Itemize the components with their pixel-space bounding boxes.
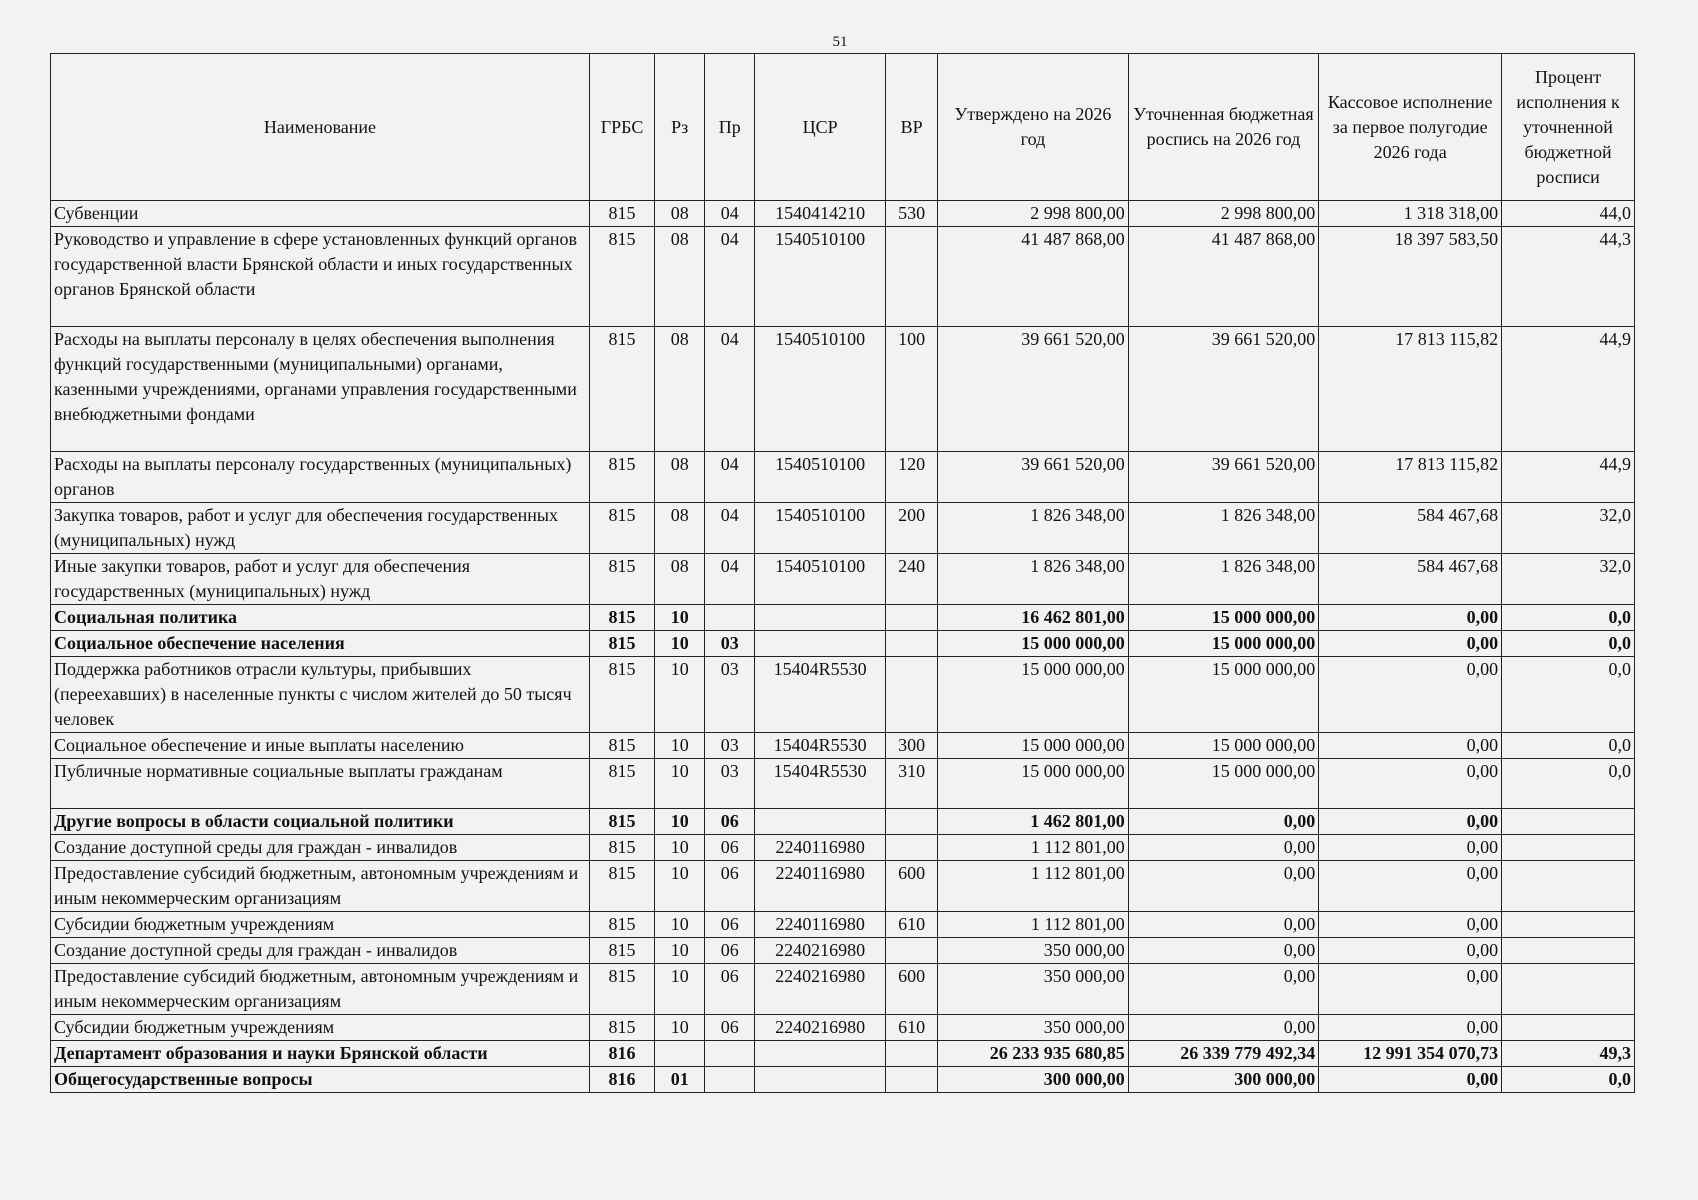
table-row xyxy=(51,327,1635,452)
cell-grbs: 815 xyxy=(589,227,654,327)
cell-vr xyxy=(885,1067,937,1093)
table-row xyxy=(51,631,1635,657)
header-grbs: ГРБС xyxy=(589,54,654,201)
table-row xyxy=(51,503,1635,554)
cell-pr: 03 xyxy=(705,759,755,809)
cell-cash: 584 467,68 xyxy=(1319,554,1502,605)
cell-refined: 0,00 xyxy=(1128,809,1319,835)
table-row xyxy=(51,861,1635,912)
cell-cash: 17 813 115,82 xyxy=(1319,327,1502,452)
cell-grbs: 815 xyxy=(589,605,654,631)
cell-csr: 1540510100 xyxy=(755,327,886,452)
cell-cash: 0,00 xyxy=(1319,631,1502,657)
cell-grbs: 815 xyxy=(589,201,654,227)
cell-csr: 1540510100 xyxy=(755,452,886,503)
cell-pr xyxy=(705,1067,755,1093)
cell-vr: 530 xyxy=(885,201,937,227)
cell-rz: 10 xyxy=(655,759,705,809)
cell-name: Закупка товаров, работ и услуг для обеспечения государственных (муниципальных) нужд xyxy=(51,503,590,554)
cell-approved: 1 112 801,00 xyxy=(938,912,1129,938)
cell-percent: 44,9 xyxy=(1502,452,1635,503)
cell-rz: 08 xyxy=(655,554,705,605)
cell-approved: 1 462 801,00 xyxy=(938,809,1129,835)
cell-refined: 0,00 xyxy=(1128,964,1319,1015)
cell-grbs: 815 xyxy=(589,861,654,912)
cell-refined: 1 826 348,00 xyxy=(1128,503,1319,554)
table-row xyxy=(51,733,1635,759)
cell-grbs: 815 xyxy=(589,452,654,503)
cell-percent: 0,0 xyxy=(1502,733,1635,759)
cell-percent: 0,0 xyxy=(1502,759,1635,809)
header-vr: ВР xyxy=(885,54,937,201)
cell-percent: 0,0 xyxy=(1502,605,1635,631)
header-refined: Уточненная бюджетная роспись на 2026 год xyxy=(1128,54,1319,201)
table-row xyxy=(51,1015,1635,1041)
cell-csr: 1540510100 xyxy=(755,554,886,605)
cell-csr xyxy=(755,1041,886,1067)
cell-csr: 2240216980 xyxy=(755,1015,886,1041)
table-row xyxy=(51,452,1635,503)
cell-name: Другие вопросы в области социальной политики xyxy=(51,809,590,835)
cell-name: Субсидии бюджетным учреждениям xyxy=(51,1015,590,1041)
cell-name: Субсидии бюджетным учреждениям xyxy=(51,912,590,938)
table-row xyxy=(51,759,1635,809)
cell-vr: 600 xyxy=(885,964,937,1015)
cell-grbs: 815 xyxy=(589,1015,654,1041)
cell-approved: 26 233 935 680,85 xyxy=(938,1041,1129,1067)
header-rz: Рз xyxy=(655,54,705,201)
cell-vr: 100 xyxy=(885,327,937,452)
cell-cash: 0,00 xyxy=(1319,1015,1502,1041)
cell-vr: 610 xyxy=(885,912,937,938)
header-name: Наименование xyxy=(51,54,590,201)
cell-pr xyxy=(705,605,755,631)
cell-pr: 06 xyxy=(705,964,755,1015)
cell-pr: 04 xyxy=(705,327,755,452)
cell-percent: 0,0 xyxy=(1502,657,1635,733)
cell-cash: 17 813 115,82 xyxy=(1319,452,1502,503)
cell-rz: 08 xyxy=(655,227,705,327)
table-row xyxy=(51,912,1635,938)
cell-refined: 0,00 xyxy=(1128,912,1319,938)
cell-grbs: 816 xyxy=(589,1067,654,1093)
cell-grbs: 815 xyxy=(589,554,654,605)
cell-name: Создание доступной среды для граждан - инвалидов xyxy=(51,835,590,861)
cell-csr: 1540414210 xyxy=(755,201,886,227)
cell-refined: 39 661 520,00 xyxy=(1128,327,1319,452)
cell-grbs: 816 xyxy=(589,1041,654,1067)
cell-approved: 300 000,00 xyxy=(938,1067,1129,1093)
table-row xyxy=(51,605,1635,631)
cell-grbs: 815 xyxy=(589,503,654,554)
cell-approved: 350 000,00 xyxy=(938,1015,1129,1041)
cell-csr: 15404R5530 xyxy=(755,733,886,759)
cell-csr xyxy=(755,631,886,657)
cell-name: Социальное обеспечение населения xyxy=(51,631,590,657)
cell-grbs: 815 xyxy=(589,964,654,1015)
cell-rz: 01 xyxy=(655,1067,705,1093)
cell-refined: 26 339 779 492,34 xyxy=(1128,1041,1319,1067)
cell-pr: 06 xyxy=(705,861,755,912)
cell-grbs: 815 xyxy=(589,327,654,452)
cell-refined: 0,00 xyxy=(1128,861,1319,912)
cell-vr: 310 xyxy=(885,759,937,809)
cell-refined: 300 000,00 xyxy=(1128,1067,1319,1093)
cell-percent: 0,0 xyxy=(1502,631,1635,657)
table-row xyxy=(51,809,1635,835)
cell-grbs: 815 xyxy=(589,912,654,938)
cell-csr xyxy=(755,809,886,835)
cell-grbs: 815 xyxy=(589,733,654,759)
table-row xyxy=(51,1041,1635,1067)
cell-cash: 0,00 xyxy=(1319,835,1502,861)
cell-vr xyxy=(885,657,937,733)
cell-percent: 49,3 xyxy=(1502,1041,1635,1067)
cell-vr: 240 xyxy=(885,554,937,605)
cell-csr: 2240116980 xyxy=(755,835,886,861)
header-percent: Процент исполнения к уточненной бюджетной росписи xyxy=(1502,54,1635,201)
cell-cash: 0,00 xyxy=(1319,605,1502,631)
cell-percent xyxy=(1502,1015,1635,1041)
cell-percent: 0,0 xyxy=(1502,1067,1635,1093)
cell-rz: 10 xyxy=(655,938,705,964)
cell-csr: 2240216980 xyxy=(755,938,886,964)
cell-approved: 39 661 520,00 xyxy=(938,327,1129,452)
cell-name: Поддержка работников отрасли культуры, прибывших (переехавших) в населенные пункты с числом жителей до 50 тысяч человек xyxy=(51,657,590,733)
cell-csr xyxy=(755,1067,886,1093)
cell-pr: 06 xyxy=(705,938,755,964)
table-row xyxy=(51,657,1635,733)
cell-percent: 44,3 xyxy=(1502,227,1635,327)
cell-rz: 10 xyxy=(655,835,705,861)
cell-name: Иные закупки товаров, работ и услуг для обеспечения государственных (муниципальных) нужд xyxy=(51,554,590,605)
cell-rz: 10 xyxy=(655,733,705,759)
cell-cash: 0,00 xyxy=(1319,861,1502,912)
cell-vr: 600 xyxy=(885,861,937,912)
cell-percent xyxy=(1502,835,1635,861)
cell-name: Социальная политика xyxy=(51,605,590,631)
cell-cash: 0,00 xyxy=(1319,809,1502,835)
cell-csr: 2240116980 xyxy=(755,912,886,938)
cell-cash: 0,00 xyxy=(1319,912,1502,938)
table-row xyxy=(51,938,1635,964)
cell-csr: 1540510100 xyxy=(755,503,886,554)
cell-refined: 15 000 000,00 xyxy=(1128,605,1319,631)
cell-refined: 0,00 xyxy=(1128,1015,1319,1041)
cell-vr xyxy=(885,809,937,835)
cell-refined: 2 998 800,00 xyxy=(1128,201,1319,227)
cell-percent xyxy=(1502,964,1635,1015)
cell-pr: 04 xyxy=(705,227,755,327)
table-row xyxy=(51,835,1635,861)
cell-refined: 41 487 868,00 xyxy=(1128,227,1319,327)
cell-percent xyxy=(1502,912,1635,938)
cell-pr: 06 xyxy=(705,809,755,835)
cell-grbs: 815 xyxy=(589,809,654,835)
cell-rz: 08 xyxy=(655,503,705,554)
cell-rz: 08 xyxy=(655,201,705,227)
cell-grbs: 815 xyxy=(589,938,654,964)
cell-percent: 44,9 xyxy=(1502,327,1635,452)
cell-grbs: 815 xyxy=(589,835,654,861)
cell-pr: 04 xyxy=(705,554,755,605)
cell-refined: 0,00 xyxy=(1128,835,1319,861)
table-row xyxy=(51,201,1635,227)
cell-csr xyxy=(755,605,886,631)
cell-percent xyxy=(1502,861,1635,912)
cell-vr: 200 xyxy=(885,503,937,554)
cell-name: Субвенции xyxy=(51,201,590,227)
cell-refined: 15 000 000,00 xyxy=(1128,733,1319,759)
cell-refined: 15 000 000,00 xyxy=(1128,631,1319,657)
cell-cash: 584 467,68 xyxy=(1319,503,1502,554)
cell-cash: 0,00 xyxy=(1319,759,1502,809)
page-number: 51 xyxy=(832,34,848,50)
cell-rz: 10 xyxy=(655,861,705,912)
cell-cash: 0,00 xyxy=(1319,1067,1502,1093)
cell-approved: 1 112 801,00 xyxy=(938,835,1129,861)
cell-rz: 10 xyxy=(655,631,705,657)
cell-rz: 10 xyxy=(655,1015,705,1041)
cell-percent xyxy=(1502,809,1635,835)
cell-vr xyxy=(885,835,937,861)
cell-pr: 06 xyxy=(705,1015,755,1041)
cell-approved: 1 826 348,00 xyxy=(938,503,1129,554)
cell-cash: 18 397 583,50 xyxy=(1319,227,1502,327)
cell-vr: 610 xyxy=(885,1015,937,1041)
cell-cash: 12 991 354 070,73 xyxy=(1319,1041,1502,1067)
cell-name: Руководство и управление в сфере установленных функций органов государственной власти Брянской области и иных государственных органов Брянской области xyxy=(51,227,590,327)
cell-approved: 39 661 520,00 xyxy=(938,452,1129,503)
cell-approved: 2 998 800,00 xyxy=(938,201,1129,227)
cell-rz: 10 xyxy=(655,912,705,938)
cell-grbs: 815 xyxy=(589,759,654,809)
cell-approved: 15 000 000,00 xyxy=(938,759,1129,809)
header-csr: ЦСР xyxy=(755,54,886,201)
table-row xyxy=(51,1067,1635,1093)
cell-refined: 39 661 520,00 xyxy=(1128,452,1319,503)
cell-pr: 03 xyxy=(705,733,755,759)
cell-percent: 32,0 xyxy=(1502,554,1635,605)
cell-cash: 0,00 xyxy=(1319,964,1502,1015)
cell-percent xyxy=(1502,938,1635,964)
header-pr: Пр xyxy=(705,54,755,201)
header-cash: Кассовое исполнение за первое полугодие 2026 года xyxy=(1319,54,1502,201)
cell-vr xyxy=(885,227,937,327)
cell-grbs: 815 xyxy=(589,631,654,657)
cell-vr xyxy=(885,631,937,657)
cell-csr: 1540510100 xyxy=(755,227,886,327)
cell-cash: 0,00 xyxy=(1319,733,1502,759)
cell-approved: 1 112 801,00 xyxy=(938,861,1129,912)
table-row xyxy=(51,554,1635,605)
cell-pr: 06 xyxy=(705,912,755,938)
cell-name: Предоставление субсидий бюджетным, автономным учреждениям и иным некоммерческим организациям xyxy=(51,861,590,912)
cell-csr: 15404R5530 xyxy=(755,657,886,733)
cell-approved: 1 826 348,00 xyxy=(938,554,1129,605)
cell-approved: 41 487 868,00 xyxy=(938,227,1129,327)
cell-rz: 10 xyxy=(655,605,705,631)
cell-percent: 32,0 xyxy=(1502,503,1635,554)
cell-rz: 08 xyxy=(655,452,705,503)
cell-csr: 2240216980 xyxy=(755,964,886,1015)
cell-name: Расходы на выплаты персоналу государственных (муниципальных) органов xyxy=(51,452,590,503)
cell-percent: 44,0 xyxy=(1502,201,1635,227)
cell-cash: 1 318 318,00 xyxy=(1319,201,1502,227)
cell-pr: 04 xyxy=(705,201,755,227)
cell-vr: 120 xyxy=(885,452,937,503)
cell-pr: 06 xyxy=(705,835,755,861)
cell-name: Создание доступной среды для граждан - инвалидов xyxy=(51,938,590,964)
cell-vr xyxy=(885,605,937,631)
cell-name: Социальное обеспечение и иные выплаты населению xyxy=(51,733,590,759)
cell-pr: 04 xyxy=(705,452,755,503)
cell-pr: 04 xyxy=(705,503,755,554)
cell-vr: 300 xyxy=(885,733,937,759)
table-row xyxy=(51,964,1635,1015)
cell-rz: 10 xyxy=(655,657,705,733)
cell-approved: 350 000,00 xyxy=(938,964,1129,1015)
cell-refined: 15 000 000,00 xyxy=(1128,657,1319,733)
cell-rz xyxy=(655,1041,705,1067)
cell-approved: 15 000 000,00 xyxy=(938,631,1129,657)
cell-cash: 0,00 xyxy=(1319,938,1502,964)
cell-csr: 15404R5530 xyxy=(755,759,886,809)
cell-refined: 1 826 348,00 xyxy=(1128,554,1319,605)
cell-approved: 15 000 000,00 xyxy=(938,657,1129,733)
cell-name: Предоставление субсидий бюджетным, автономным учреждениям и иным некоммерческим организациям xyxy=(51,964,590,1015)
cell-grbs: 815 xyxy=(589,657,654,733)
cell-approved: 15 000 000,00 xyxy=(938,733,1129,759)
cell-refined: 15 000 000,00 xyxy=(1128,759,1319,809)
cell-rz: 08 xyxy=(655,327,705,452)
header-approved: Утверждено на 2026 год xyxy=(938,54,1129,201)
cell-name: Публичные нормативные социальные выплаты гражданам xyxy=(51,759,590,809)
cell-name: Общегосударственные вопросы xyxy=(51,1067,590,1093)
cell-rz: 10 xyxy=(655,809,705,835)
cell-refined: 0,00 xyxy=(1128,938,1319,964)
header-row xyxy=(51,54,1635,201)
cell-name: Расходы на выплаты персоналу в целях обеспечения выполнения функций государственными (муниципальными) органами, казенными учреждениями, органами управления государственными внебюджетными фондами xyxy=(51,327,590,452)
cell-pr xyxy=(705,1041,755,1067)
cell-pr: 03 xyxy=(705,631,755,657)
cell-csr: 2240116980 xyxy=(755,861,886,912)
cell-rz: 10 xyxy=(655,964,705,1015)
cell-approved: 350 000,00 xyxy=(938,938,1129,964)
table-row xyxy=(51,227,1635,327)
cell-name: Департамент образования и науки Брянской области xyxy=(51,1041,590,1067)
cell-cash: 0,00 xyxy=(1319,657,1502,733)
cell-vr xyxy=(885,1041,937,1067)
cell-approved: 16 462 801,00 xyxy=(938,605,1129,631)
cell-vr xyxy=(885,938,937,964)
budget-table xyxy=(50,53,1635,1093)
cell-pr: 03 xyxy=(705,657,755,733)
